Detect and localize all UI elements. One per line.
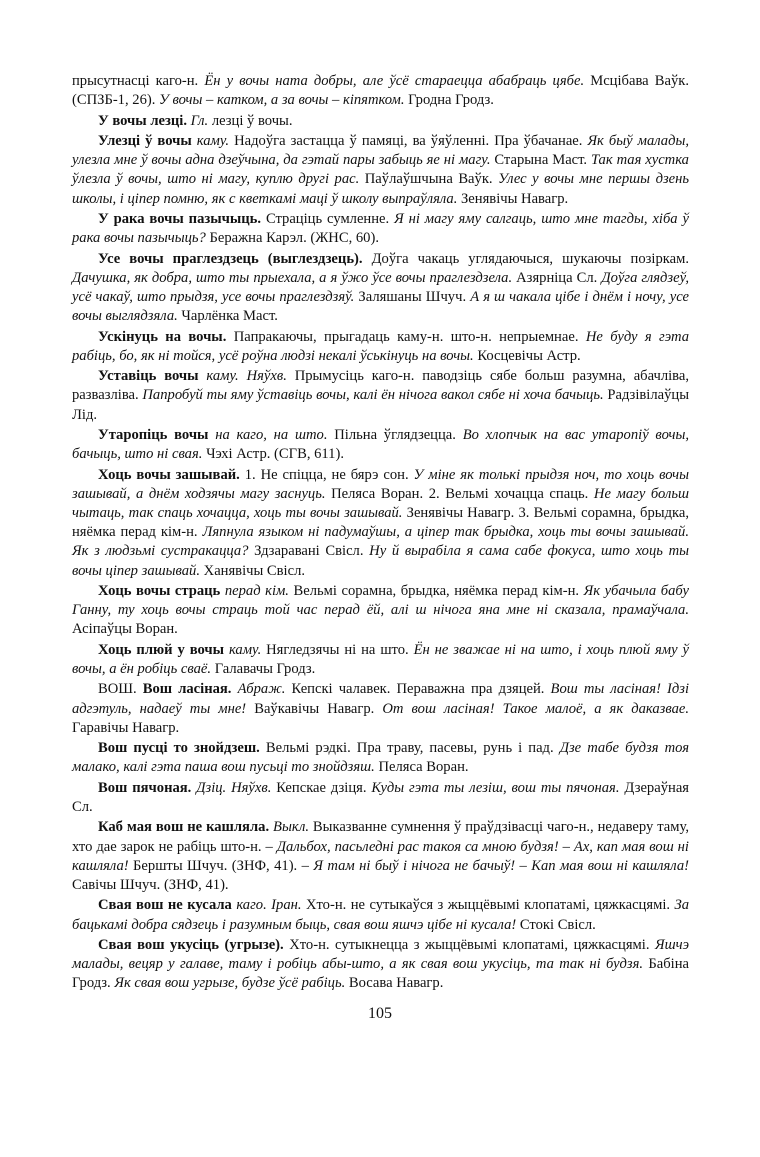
entry-text: Здзаравані Свісл. [248, 543, 370, 560]
entry-text: Вельмі сорамна, брыдка, няёмка перад кім-н. [288, 582, 584, 599]
entry-text: Бершты Шчуч. (ЗНФ, 41). [128, 857, 302, 874]
entry-italic-text: Дачушка, як добра, што ты прыехала, а я ўжо ўсе вочы праглездзела. [72, 269, 513, 286]
entry-text: Савічы Шчуч. (ЗНФ, 41). [72, 876, 229, 893]
dictionary-entry [72, 132, 689, 209]
dictionary-entry [72, 210, 689, 248]
entry-text: Выказванне сумнення ў праўдзівасці чаго-н., недаверу таму, хто дае зарок не рабіць што-н. [72, 819, 689, 855]
entry-headword: Хоць вочы зашывай. [98, 466, 240, 483]
entry-headword: Каб мая вош не кашляла. [98, 819, 270, 836]
entry-text: Косцевічы Астр. [473, 347, 581, 364]
page-number: 105 [368, 1005, 392, 1022]
entry-italic-text: Я ні магу яму салгаць, што мне тагды, хіба ў рака вочы пазычыць? [72, 210, 689, 247]
entry-italic-text: Гл. [190, 112, 209, 129]
entry-text: Ваўкавічы Навагр. [246, 700, 383, 717]
entry-text: Пеляса Воран. 2. Вельмі хочацца спаць. [325, 485, 594, 502]
entry-text: ВОШ. [98, 681, 143, 698]
entry-italic-text: Ляпнула языком ні падумаўшы, а ціпер так брыдка, хоць ты вочы зашывай. Як з людзьмі сустракацца? [72, 524, 689, 560]
entry-text: Кепскае дзіця. [271, 779, 372, 796]
entry-italic-text: Не магу больш чытаць, так спаць хочацца, хоць ты вочы зашывай. [72, 485, 689, 521]
entry-text: Старына Маст. [490, 152, 591, 169]
entry-text: Нягледзячы ні на што. [261, 641, 414, 658]
entry-italic-text: каму. Няўхв. [206, 368, 287, 385]
entry-italic-text: Во хлопчык на вас утаропіў вочы, бачыць, што ні свая. [72, 426, 689, 463]
entry-italic-text: Дзе табе будзя тоя малако, калі гэта паша вош пусьці то знойдзяш. [72, 740, 689, 776]
dictionary-entry [72, 739, 689, 777]
entry-text: Радзівілаўцы Лід. [72, 387, 689, 423]
entry-text: Надоўга застацца ў памяці, ва ўяўленні. Пра ўбачанае. [229, 132, 588, 149]
entry-italic-text: Вош ты ласіная! Ідзі адгэтуль, надаеў ты мне! [72, 681, 690, 717]
entry-headword: Вош ласіная. [142, 681, 232, 698]
entry-text: Пеляса Воран. [374, 759, 469, 776]
entry-italic-text: Дзіц. Няўхв. [196, 779, 272, 796]
dictionary-page [72, 72, 689, 995]
entry-italic-text: Папробуй ты яму ўставіць вочы, калі ён нічога вакол сябе ні хоча бачыць. [142, 387, 604, 404]
entry-italic-text: Ну й вырабіла я сама сабе фокуса, што хоць ты вочы ціпер зашывай. [72, 543, 690, 579]
entry-text: Бабіна Гродз. [72, 956, 689, 992]
entry-italic-text: – Дальбох, пасьледні рас такоя са мною будзя! – Ах, кап мая вош ні кашляла! [72, 838, 689, 874]
entry-text: прысутнасці каго-н. [72, 73, 205, 89]
entry-headword: Свая вош не кусала [98, 897, 232, 914]
entry-italic-text: От вош ласіная! Такое малоё, а як даказвае. [382, 700, 689, 717]
entry-italic-text: Доўга глядзеў, усё чакаў, што прыдзя, усе вочы праглездзяў. [72, 269, 690, 305]
entry-text: Азярніца Сл. [512, 269, 602, 286]
entry-italic-text: Не буду я гэта рабіць, бо, як ні тойся, усё роўна людзі некалі ўськінуць на вочы. [72, 328, 690, 364]
entry-italic-text: У вочы – катком, а за вочы – кіпятком. [159, 92, 405, 109]
entry-italic-text: – Я там ні быў і нічога не бачыў! – Кап мая вош ні кашляла! [301, 857, 689, 874]
entry-italic-text: каму. [228, 641, 262, 658]
entry-italic-text: Як свая вош угрызе, будзе ўсё рабіць. [114, 975, 346, 992]
entry-text: Мсцібава Ваўк. (СПЗБ-1, 26). [72, 73, 689, 109]
dictionary-entry [72, 72, 689, 110]
dictionary-entry [72, 250, 689, 327]
dictionary-entry [72, 680, 689, 738]
entry-text: 1. Не спіцца, не бярэ сон. [239, 466, 414, 483]
entry-italic-text: Улес у вочы мне першы дзень школы, і ціпер помню, як с кветкамі маці ў школу выпраўляла. [72, 171, 690, 207]
entry-italic-text: Яшчэ малады, вецяр у галаве, таму і робіць абы-што, а як свая вош укусіць, та так ні будзя. [72, 936, 690, 973]
entry-headword: Улезці ў вочы [98, 132, 192, 149]
dictionary-entry [72, 466, 689, 581]
entry-text: Чэхі Астр. (СГВ, 611). [202, 446, 344, 463]
entry-italic-text: Выкл. [273, 819, 309, 836]
entry-headword: Вош пячоная. [98, 779, 192, 796]
dictionary-entry [72, 896, 689, 934]
entry-text: Чарлёнка Маст. [177, 308, 278, 325]
entry-text: Асіпаўцы Воран. [72, 621, 178, 638]
entry-text: Кепскі чалавек. Пераважна пра дзяцей. [285, 681, 551, 698]
entry-text: Ханявічы Свісл. [200, 562, 306, 579]
dictionary-entry [72, 426, 689, 464]
entry-text: лезці ў вочы. [208, 112, 293, 129]
entry-text: Хто-н. не сутыкаўся з жыццёвымі клопатамі, цяжкасцямі. [301, 897, 675, 914]
entry-italic-text: Абраж. [237, 681, 286, 698]
entry-text: Зенявічы Навагр. 3. Вельмі сорамна, брыдка, няёмка перад кім-н. [72, 504, 689, 541]
entry-text: Страціць сумленне. [261, 210, 395, 227]
entry-text: Гродна Гродз. [404, 92, 494, 109]
entry-text: Доўга чакаць углядаючыся, шукаючы позіркам. [362, 250, 689, 267]
dictionary-entry [72, 367, 689, 425]
dictionary-entry [72, 936, 689, 994]
entry-italic-text: на каго, на што. [215, 426, 328, 443]
entry-text: Стокі Свісл. [516, 916, 596, 933]
entry-italic-text: За бацькамі добра сядзець і разумным быць, свая вош яшчэ цібе ні кусала! [72, 897, 689, 933]
entry-italic-text: Так тая хустка ўлезла ў вочы, што ні магу, куплю другі рас. [72, 152, 689, 188]
entry-italic-text: каму. [196, 132, 230, 149]
entry-text: Прымусіць каго-н. паводзіць сябе больш разумна, абачліва, развазліва. [72, 368, 689, 404]
entry-headword: У вочы лезці. [98, 112, 187, 129]
entry-text: Беражна Карэл. (ЖНС, 60). [205, 230, 379, 247]
entry-list [72, 72, 689, 994]
entry-italic-text: Як быў малады, улезла мне ў вочы адна дзеўчына, да гэтай пары забыць яе ні магу. [72, 132, 689, 169]
entry-headword: Утаропіць вочы [98, 426, 209, 443]
entry-text: Зенявічы Навагр. [457, 190, 569, 207]
entry-headword: Ускінуць на вочы. [98, 328, 227, 345]
entry-text: Пільна ўглядзецца. [327, 426, 463, 443]
dictionary-entry [72, 641, 689, 679]
dictionary-entry [72, 112, 689, 131]
entry-italic-text: перад кім. [224, 582, 289, 599]
entry-text: Гаравічы Навагр. [72, 719, 180, 736]
entry-headword: У рака вочы пазычыць. [98, 210, 262, 227]
entry-italic-text: У міне як толькі прыдзя ноч, то хоць вочы зашывай, а днём ходзячы магу заснуць. [72, 466, 689, 502]
entry-text: Вельмі рэдкі. Пра траву, пасевы, рунь і пад. [259, 740, 560, 757]
entry-italic-text: Як убачыла бабу Ганну, ту хоць вочы страць той час перад ёй, алі ш нічога яна мне ні сказала, прамаўчала. [72, 582, 689, 619]
entry-headword: Усе вочы праглездзець (выглездзець). [98, 250, 363, 267]
entry-headword: Вош пусці то знойдзеш. [98, 740, 260, 757]
entry-text: Заляшаны Шчуч. [354, 288, 471, 305]
entry-text: Паўлаўшчына Ваўк. [359, 171, 499, 188]
dictionary-entry [72, 582, 689, 640]
entry-text: Галавачы Гродз. [211, 660, 316, 677]
entry-headword: Уставіць вочы [98, 368, 199, 385]
entry-headword: Хоць вочы страць [98, 582, 221, 599]
entry-italic-text: каго. Іран. [236, 897, 302, 914]
entry-italic-text: Куды гэта ты лезіш, вош ты пячоная. [371, 779, 620, 796]
entry-text: Восава Навагр. [345, 975, 444, 992]
entry-headword: Свая вош укусіць (угрызе). [98, 936, 284, 953]
dictionary-entry [72, 779, 689, 817]
entry-italic-text: Ён у вочы ната добры, але ўсё стараецца абабраць цябе. [204, 73, 585, 89]
entry-text: Папракаючы, прыгадаць каму-н. што-н. непрыемнае. [226, 328, 586, 345]
entry-italic-text: А я ш чакала цібе і днём і ночу, усе вочы выглядзяла. [72, 288, 689, 325]
entry-text: Хто-н. сутыкнецца з жыццёвымі клопатамі, цяжкасцямі. [283, 936, 655, 953]
dictionary-entry [72, 328, 689, 366]
entry-text: Дзераўная Сл. [72, 779, 690, 815]
entry-italic-text: Ён не зважае ні на што, і хоць плюй яму ў вочы, а ён робіць сваё. [72, 641, 689, 677]
dictionary-entry [72, 818, 689, 895]
entry-headword: Хоць плюй у вочы [98, 641, 225, 658]
